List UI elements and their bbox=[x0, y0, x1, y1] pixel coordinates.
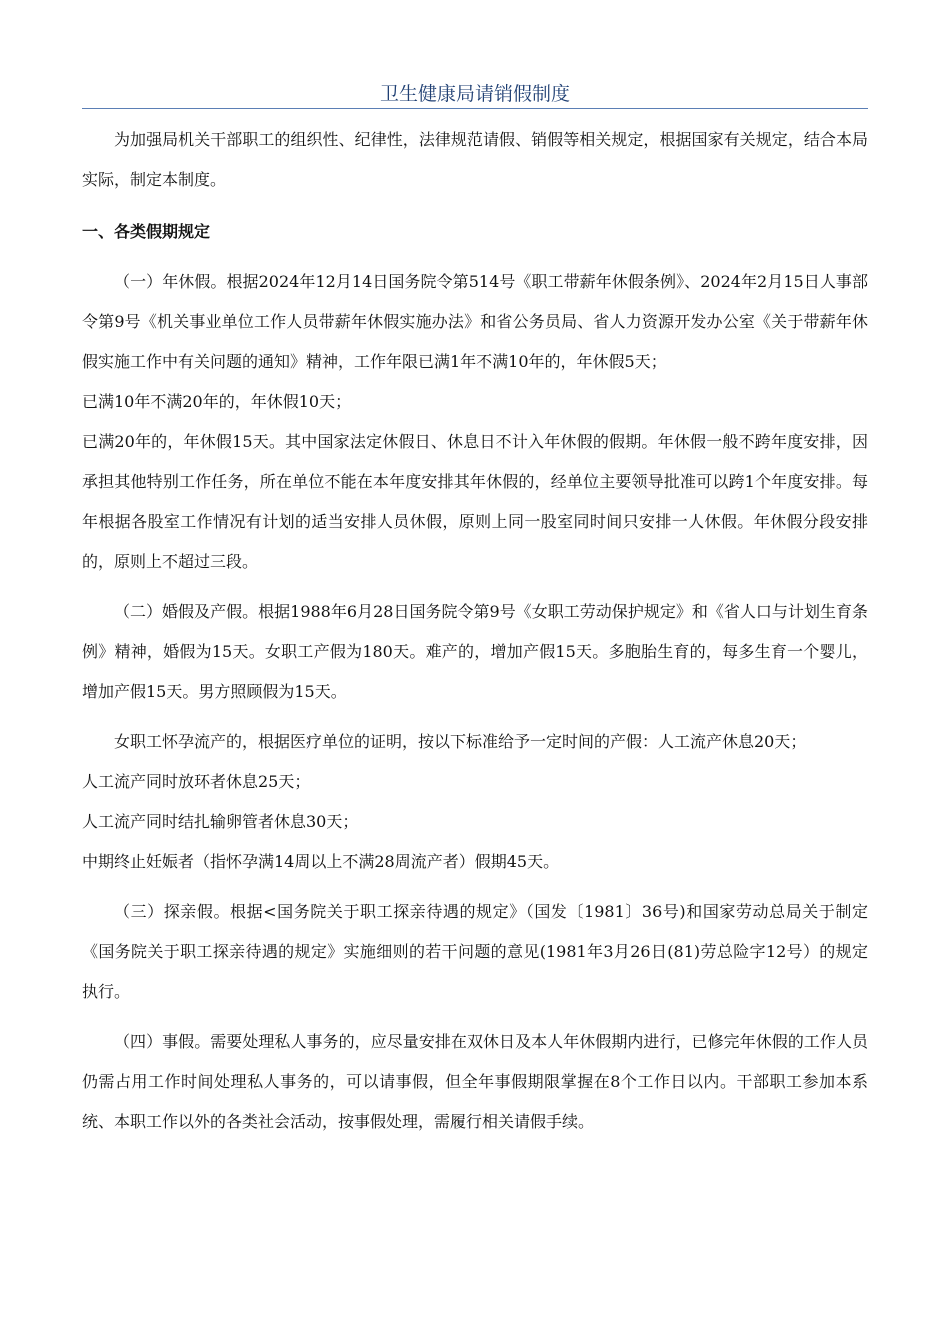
marriage-maternity-paragraph: （二）婚假及产假。根据1988年6月28日国务院令第9号《女职工劳动保护规定》和《省人口与计划生育条例》精神，婚假为15天。女职工产假为180天。难产的，增加产假15天。多胞胎生育的，每多生育一个婴儿，增加产假15天。男方照顾假为15天。 bbox=[82, 602, 868, 701]
personal-leave-paragraph: （四）事假。需要处理私人事务的，应尽量安排在双休日及本人年休假期内进行，已修完年休假的工作人员仍需占用工作时间处理私人事务的，可以请事假，但全年事假期限掌握在8个工作日以内。干部职工参加本系统、本职工作以外的各类社会活动，按事假处理，需履行相关请假手续。 bbox=[82, 1032, 868, 1131]
miscarriage-leave-paragraph: 女职工怀孕流产的，根据医疗单位的证明，按以下标准给予一定时间的产假：人工流产休息20天； bbox=[114, 732, 807, 751]
title-underline bbox=[82, 108, 868, 109]
document-title: 卫生健康局请销假制度 bbox=[379, 83, 570, 105]
section-heading: 一、各类假期规定 bbox=[82, 222, 211, 241]
miscarriage-leave-item: 人工流产同时结扎输卵管者休息30天； bbox=[82, 812, 359, 831]
annual-leave-paragraph: （一）年休假。根据2024年12月14日国务院令第514号《职工带薪年休假条例》、2024年2月15日人事部令第9号《机关事业单位工作人员带薪年休假实施办法》和省公务员局、省人力资源开发办公室《关于带薪年休假实施工作中有关问题的通知》精神，工作年限已满1年不满10年的，年休假5天； bbox=[82, 272, 868, 371]
miscarriage-leave-item: 中期终止妊娠者（指怀孕满14周以上不满28周流产者）假期45天。 bbox=[82, 852, 560, 871]
intro-paragraph: 为加强局机关干部职工的组织性、纪律性，法律规范请假、销假等相关规定，根据国家有关规定，结合本局实际，制定本制度。 bbox=[82, 130, 868, 189]
family-visit-paragraph: （三）探亲假。根据<国务院关于职工探亲待遇的规定》（国发〔1981〕36号)和国家劳动总局关于制定《国务院关于职工探亲待遇的规定》实施细则的若干问题的意见(1981年3月26日(81)劳总险字12号）的规定执行。 bbox=[82, 902, 868, 1001]
document-body bbox=[82, 120, 868, 1142]
miscarriage-leave-item: 人工流产同时放环者休息25天； bbox=[82, 772, 311, 791]
annual-leave-tier-3: 已满20年的，年休假15天。其中国家法定休假日、休息日不计入年休假的假期。年休假一般不跨年度安排，因承担其他特别工作任务，所在单位不能在本年度安排其年休假的，经单位主要领导批准可以跨1个年度安排。每年根据各股室工作情况有计划的适当安排人员休假，原则上同一股室同时间只安排一人休假。年休假分段安排的，原则上不超过三段。 bbox=[82, 432, 868, 571]
annual-leave-tier-2: 已满10年不满20年的，年休假10天； bbox=[82, 392, 352, 411]
